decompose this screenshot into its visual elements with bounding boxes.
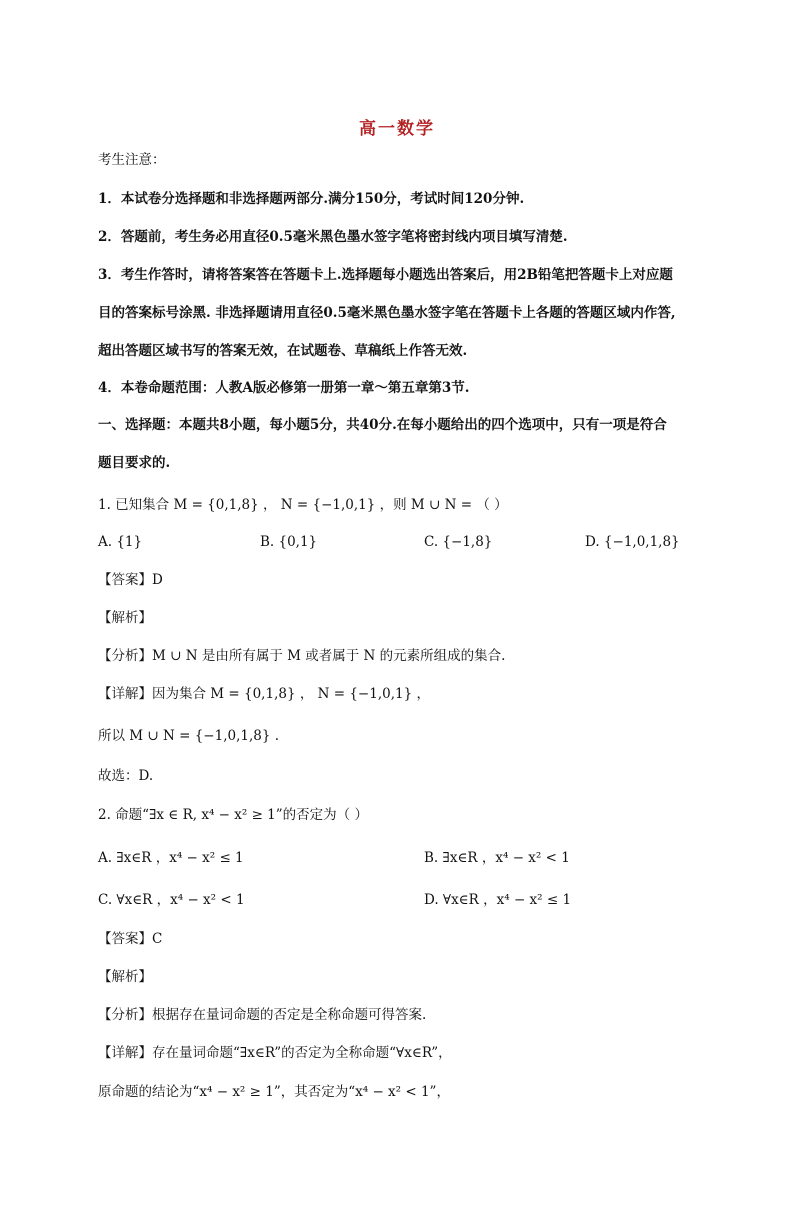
section-heading: 一、选择题：本题共8小题，每小题5分，共40分.在每小题给出的四个选项中，只有一项是符合	[98, 417, 667, 433]
notice-item-2: 2．答题前，考生务必用直径0.5毫米黑色墨水签字笔将密封线内项目填写清楚.	[98, 229, 568, 245]
question-2-analysis-label: 【解析】	[98, 969, 152, 985]
section-heading-cont: 题目要求的.	[98, 455, 171, 471]
question-2-option-b: B. ∃x∈R ，x⁴ − x² < 1	[424, 850, 570, 866]
question-1-analysis-label: 【解析】	[98, 610, 152, 626]
notice-item-3-cont2: 超出答题区域书写的答案无效，在试题卷、草稿纸上作答无效.	[98, 343, 468, 359]
question-1-xiangjie: 【详解】因为集合 M = {0,1,8} ， N = {−1,0,1} ，	[98, 686, 430, 702]
question-1-option-d: D. {−1,0,1,8}	[585, 534, 680, 550]
notice-item-1: 1．本试卷分选择题和非选择题两部分.满分150分，考试时间120分钟.	[98, 191, 525, 207]
question-1-choose: 故选：D.	[98, 768, 154, 784]
question-2-xiangjie: 【详解】存在量词命题“∃x∈R”的否定为全称命题“∀x∈R”，	[98, 1045, 452, 1061]
notice-heading: 考生注意：	[98, 152, 166, 168]
question-1-option-a: A. {1}	[98, 534, 143, 550]
question-2-answer: 【答案】C	[98, 931, 163, 947]
question-2-conclusion: 原命题的结论为“x⁴ − x² ≥ 1”，其否定为“x⁴ − x² < 1”，	[98, 1084, 450, 1100]
question-1-stem: 1. 已知集合 M = {0,1,8} ， N = {−1,0,1} ，则 M ∪ N = （ ）	[98, 497, 508, 513]
question-2-option-a: A. ∃x∈R ，x⁴ − x² ≤ 1	[98, 850, 244, 866]
page-title: 高一数学	[359, 119, 435, 139]
question-2-fenxi: 【分析】根据存在量词命题的否定是全称命题可得答案.	[98, 1007, 427, 1023]
notice-item-3: 3．考生作答时，请将答案答在答题卡上.选择题每小题选出答案后，用2B铅笔把答题卡上对应题	[98, 267, 673, 283]
notice-item-4: 4．本卷命题范围：人教A版必修第一册第一章～第五章第3节.	[98, 380, 470, 396]
question-1-answer: 【答案】D	[98, 572, 163, 588]
question-2-stem: 2. 命题“∃x ∈ R, x⁴ − x² ≥ 1”的否定为（ ）	[98, 807, 368, 823]
question-2-option-d: D. ∀x∈R ，x⁴ − x² ≤ 1	[424, 892, 572, 908]
question-1-option-b: B. {0,1}	[260, 534, 318, 550]
notice-item-3-cont: 目的答案标号涂黑. 非选择题请用直径0.5毫米黑色墨水签字笔在答题卡上各题的答题区域内作答,	[98, 305, 676, 321]
question-1-fenxi: 【分析】M ∪ N 是由所有属于 M 或者属于 N 的元素所组成的集合.	[98, 648, 506, 664]
question-1-option-c: C. {−1,8}	[424, 534, 493, 550]
question-2-option-c: C. ∀x∈R ，x⁴ − x² < 1	[98, 892, 245, 908]
question-1-so: 所以 M ∪ N = {−1,0,1,8} .	[98, 728, 280, 744]
